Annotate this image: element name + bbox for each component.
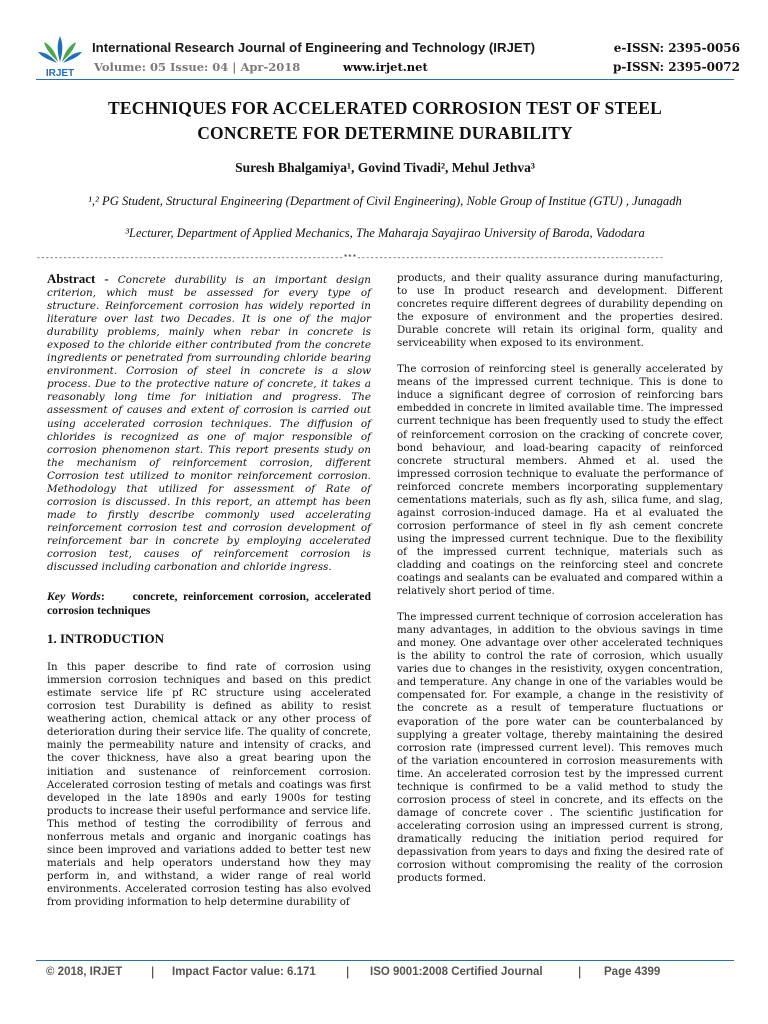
journal-header <box>0 0 768 82</box>
paper-title <box>40 96 730 146</box>
e-issn: e-ISSN: 2395-0056 <box>613 41 740 55</box>
journal-name: International Research Journal of Engineering and Technology (IRJET) <box>92 40 536 55</box>
footer-divider: | <box>151 964 155 979</box>
p-issn: p-ISSN: 2395-0072 <box>613 60 740 74</box>
volume-issue: Volume: 05 Issue: 04 | Apr-2018 <box>94 60 301 74</box>
title-line-1: TECHNIQUES FOR ACCELERATED CORROSION TEST OF STEEL <box>108 98 662 118</box>
affiliation-2: ³Lecturer, Department of Applied Mechanics, The Maharaja Sayajirao University of Baroda, Vadodara <box>125 226 645 240</box>
left-column <box>47 272 371 909</box>
svg-text:IRJET: IRJET <box>45 68 75 78</box>
right-column <box>397 272 723 885</box>
footer-divider: | <box>578 964 582 979</box>
footer-iso: ISO 9001:2008 Certified Journal <box>370 966 543 978</box>
right-paragraph-2: The corrosion of reinforcing steel is generally accelerated by means of the impressed current technique. This is done to induce a significant degree of corrosion of reinforcing bars embedded in concrete in limited available time. The impressed current technique has been frequently used to study the effect of reinforcement corrosion on the cracking of concrete cover, bond behaviour, and load-bearing capacity of reinforced concrete structural members. Ahmed et al. used the impressed corrosion technique to evaluate the performance of reinforced concrete members incorporating supplementary cementations materials, such as fly ash, silica fume, and slag, against corrosion-induced damage. Ha et al evaluated the corrosion performance of steel in fly ash cement concrete using the impressed current technique. Due to the flexibility of the impressed current technique, materials such as cladding and coatings on the reinforcing steel and concrete coatings and sealants can be evaluated and compared within a relatively short period of time. <box>397 364 723 598</box>
intro-paragraph-1: In this paper describe to find rate of corrosion using immersion corrosion techniques and based on this predict estimate service life pf RC structure using accelerated corrosion test Durability is defined as ability to resist weathering action, chemical attack or any other process of deterioration during their service life. The quality of concrete, mainly the permeability nature and intensity of cracks, and the cover thickness, have also a great bearing upon the initiation and sustenance of reinforcement corrosion. Accelerated corrosion testing of metals and coatings was first developed in the late 1890s and early 1900s for testing products to increase their useful performance and service life. This method of testing the corrodibility of ferrous and nonferrous metals and organic and inorganic coatings has since been improved and variations added to better test new materials and help operators understand how they may perform in, and withstand, a wider range of real world environments. Accelerated corrosion testing has also evolved from providing information to help determine durability of <box>47 662 371 908</box>
keywords-text: concrete, reinforcement corrosion, accelerated corrosion techniques <box>47 590 371 618</box>
footer-divider: | <box>346 964 350 979</box>
abstract-text: Concrete durability is an important design criterion, which must be assessed for every type of structure. Reinforcement corrosion has widely reported in literature over last two Decades. It is one of the major durability problems, mainly when rebar in concrete is exposed to the chloride either contributed from the concrete ingredients or penetrated from surrounding chloride bearing environment. Corrosion of steel in concrete is a slow process. Due to the protective nature of concrete, it takes a reasonably long time for initiation and progress. The assessment of causes and extent of corrosion is carried out using accelerated corrosion techniques. The diffusion of chlorides is recognized as one of major responsible of corrosion phenomenon start. This report presents study on the mechanism of reinforcement corrosion, different Corrosion test utilized to monitor reinforcement corrosion. Methodology that utilized for assessment of Rate of corrosion is discussed. In this report, an attempt has been made to firstly describe commonly used accelerating reinforcement corrosion test and corrosion development of reinforcement bar in concrete by employing accelerated corrosion test, causes of reinforcement corrosion is discussed including carbonation and chloride ingress. <box>47 274 371 574</box>
footer-rule <box>36 960 734 961</box>
header-rule <box>36 79 734 80</box>
title-line-2: CONCRETE FOR DETERMINE DURABILITY <box>197 123 573 143</box>
authors: Suresh Bhalgamiya¹, Govind Tivadi², Mehul Jethva³ <box>235 160 535 175</box>
section-separator: ---------------------------------------------------------------------***--------------------------------------------------------------------- <box>36 254 664 263</box>
footer-page-number: Page 4399 <box>604 966 661 978</box>
abstract-heading: Abstract - <box>47 271 109 286</box>
abstract <box>47 272 371 574</box>
right-paragraph-1: products, and their quality assurance during manufacturing, to use In product research and development. Different concretes require different degrees of durability depending on the exposure of environment and the properties desired. Durable concrete will retain its original form, quality and serviceability when exposed to its environment. <box>397 273 723 350</box>
keywords-colon: : <box>100 590 105 604</box>
footer-impact-factor: Impact Factor value: 6.171 <box>172 966 316 978</box>
section-heading-introduction: 1. INTRODUCTION <box>47 631 165 647</box>
footer-copyright: © 2018, IRJET <box>46 966 123 978</box>
keywords-label: Key Words <box>47 590 101 604</box>
journal-url[interactable]: www.irjet.net <box>343 60 428 74</box>
irjet-logo <box>36 32 84 78</box>
affiliation-1: ¹,² PG Student, Structural Engineering (Department of Civil Engineering), Noble Group of Institue (GTU) , Junagadh <box>88 194 682 208</box>
right-paragraph-3: The impressed current technique of corrosion acceleration has many advantages, in addition to the obvious savings in time and money. One advantage over other accelerated techniques is the ability to control the rate of corrosion, which usually varies due to changes in the resistivity, oxygen concentration, and temperature. Any change in one of the variables would be compensated for. For example, a change in the resistivity of the concrete as a result of temperature fluctuations or evaporation of the pore water can be counterbalanced by supplying a greater voltage, thereby maintaining the desired corrosion rate (impressed current level). This removes much of the variation encountered in corrosion measurements with time. An accelerated corrosion test by the impressed current technique is confirmed to be a valid method to study the corrosion process of steel in concrete, and its effects on the damage of concrete cover . The scientific justification for accelerating corrosion using an impressed current is strong, dramatically reducing the initiation period required for depassivation from years to days and fixing the desired rate of corrosion without compromising the reality of the corrosion products formed. <box>397 612 723 885</box>
keywords <box>47 590 371 618</box>
